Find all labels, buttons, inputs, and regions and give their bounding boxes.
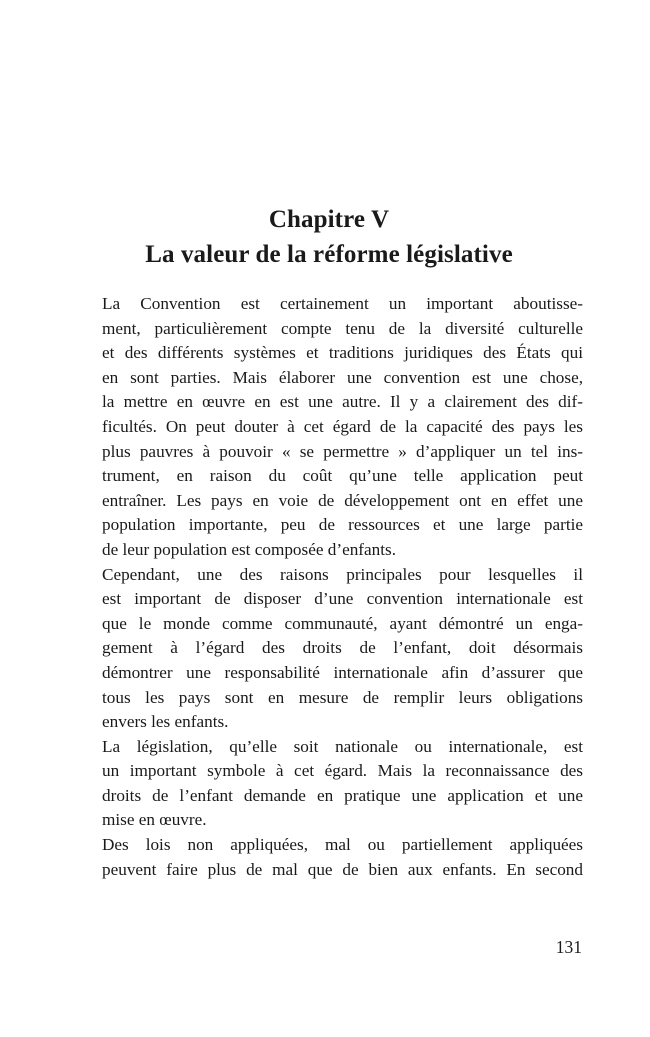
paragraph (75, 292, 583, 563)
text-line: mise en œuvre. (102, 810, 207, 830)
text-line: Des lois non appliquées, mal ou partiellement appliquées (102, 835, 583, 855)
chapter-body (75, 292, 583, 882)
text-line: ment, particulièrement compte tenu de la diversité culturelle (102, 318, 583, 338)
paragraph (75, 563, 583, 735)
text-line: démontrer une responsabilité internationale afin d’assurer que (102, 662, 583, 682)
text-line: peuvent faire plus de mal que de bien aux enfants. En second (102, 859, 583, 879)
text-line: que le monde comme communauté, ayant démontré un enga- (102, 613, 583, 633)
paragraph (75, 833, 583, 882)
page-number: 131 (555, 937, 582, 957)
text-line: est important de disposer d’une convention internationale est (102, 589, 583, 609)
text-line: plus pauvres à pouvoir « se permettre » d’appliquer un tel ins- (102, 441, 583, 461)
text-line: Cependant, une des raisons principales pour lesquelles il (102, 564, 583, 584)
chapter-title: La valeur de la réforme législative (145, 241, 513, 268)
text-line: population importante, peu de ressources et une large partie (102, 515, 583, 535)
text-line: La législation, qu’elle soit nationale ou internationale, est (102, 736, 583, 756)
text-line: ficultés. On peut douter à cet égard de la capacité des pays les (102, 416, 583, 436)
text-line: trument, en raison du coût qu’une telle application peut (102, 466, 583, 486)
text-line: de leur population est composée d’enfants. (102, 539, 397, 559)
text-line: La Convention est certainement un important aboutisse- (102, 294, 583, 313)
chapter-number: Chapitre V (268, 206, 390, 233)
text-line: la mettre en œuvre en est une autre. Il y a clairement des dif- (102, 392, 583, 412)
text-line: un important symbole à cet égard. Mais la reconnaissance des (102, 761, 583, 781)
text-line: et des différents systèmes et traditions juridiques des États qui (102, 343, 583, 363)
text-line: droits de l’enfant demande en pratique une application et une (102, 785, 583, 805)
text-line: tous les pays sont en mesure de remplir leurs obligations (102, 687, 583, 707)
paragraph (75, 735, 583, 833)
text-line: en sont parties. Mais élaborer une convention est une chose, (102, 367, 583, 387)
text-line: gement à l’égard des droits de l’enfant, doit désormais (102, 638, 583, 658)
text-line: envers les enfants. (102, 712, 229, 732)
text-line: entraîner. Les pays en voie de développement ont en effet une (102, 490, 583, 510)
chapter-heading (74, 202, 584, 272)
